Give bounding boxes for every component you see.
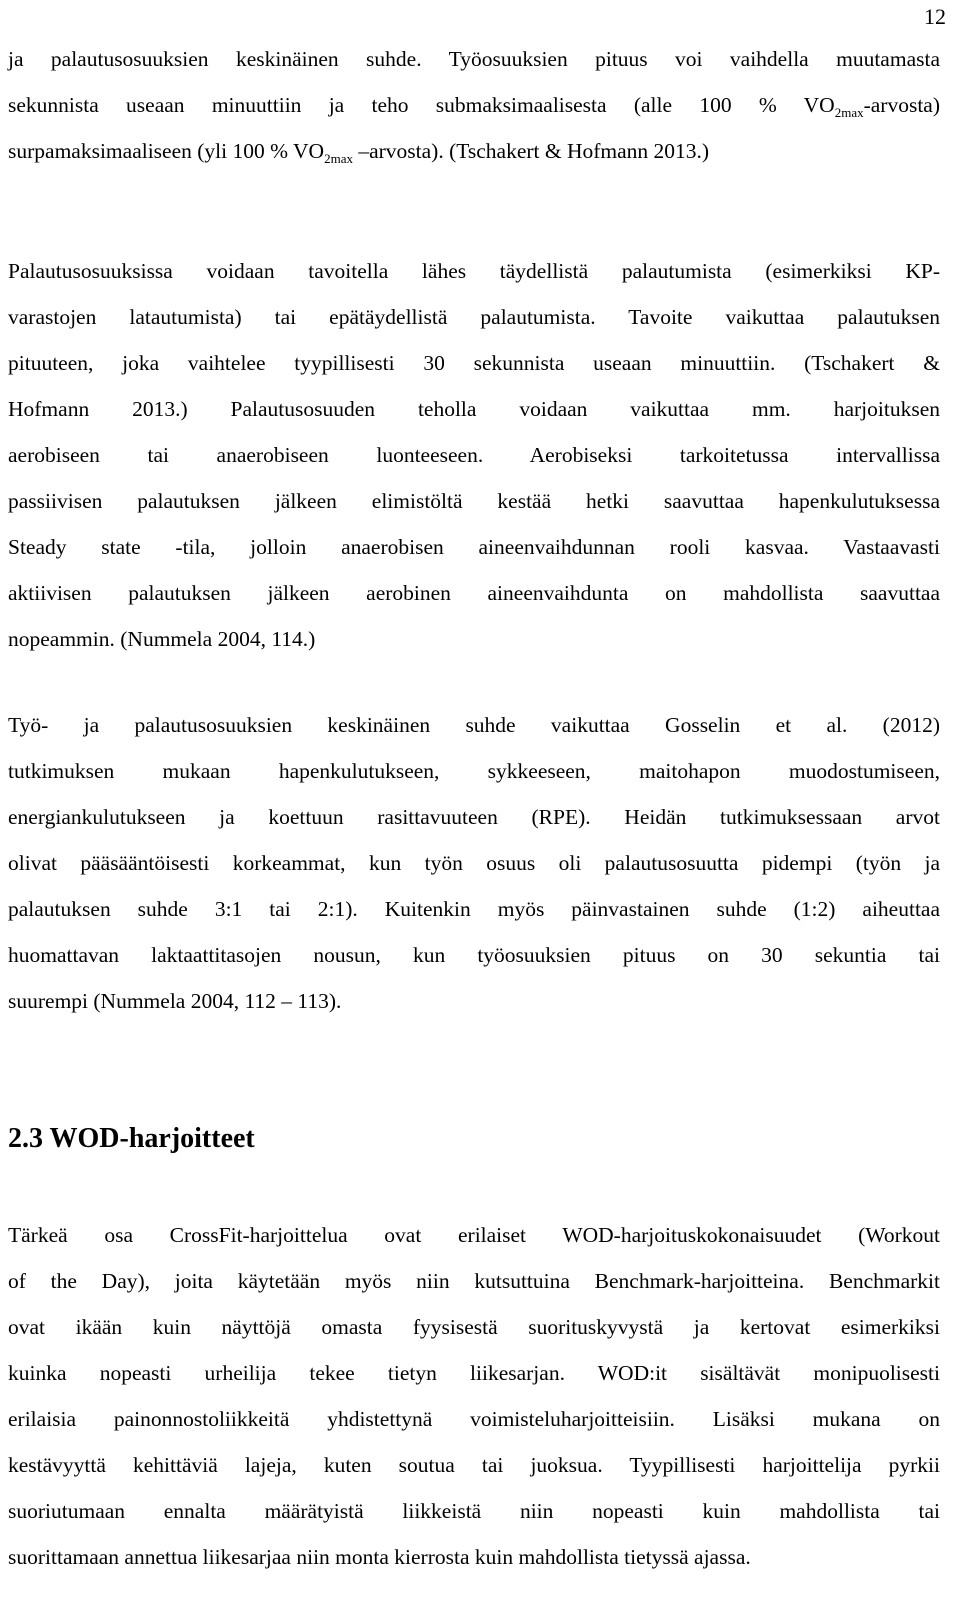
- text-line: Hofmann 2013.) Palautusosuuden teholla voidaan vaikuttaa mm. harjoituksen: [8, 397, 940, 421]
- text-line: suorittamaan annettua liikesarjaa niin monta kierrosta kuin mahdollista tietyssä ajassa.: [8, 1545, 751, 1569]
- text-line: aktiivisen palautuksen jälkeen aerobinen aineenvaihdunta on mahdollista saavuttaa: [8, 581, 940, 605]
- text-line: suurempi (Nummela 2004, 112 – 113).: [8, 989, 342, 1013]
- section-heading: 2.3 WOD-harjoitteet: [8, 1123, 255, 1154]
- text-line: of the Day), joita käytetään myös niin kutsuttuina Benchmark-harjoitteina. Benchmarkit: [8, 1269, 940, 1293]
- page-number: 12: [924, 4, 946, 29]
- text-line: Steady state -tila, jolloin anaerobisen aineenvaihdunnan rooli kasvaa. Vastaavasti: [8, 535, 940, 559]
- text-line: sekunnista useaan minuuttiin ja teho submaksimaalisesta (alle 100 % $VO_{2max}-arvosta$): [8, 93, 940, 120]
- text-line: kestävyyttä kehittäviä lajeja, kuten soutua tai juoksua. Tyypillisesti harjoittelija pyrkii: [8, 1453, 940, 1477]
- text-line: olivat pääsääntöisesti korkeammat, kun työn osuus oli palautusosuutta pidempi (työn ja: [8, 851, 940, 875]
- text-line: suoriutumaan ennalta määrätyistä liikkeistä niin nopeasti kuin mahdollista tai: [8, 1499, 940, 1523]
- text-line: kuinka nopeasti urheilija tekee tietyn liikesarjan. WOD:it sisältävät monipuolisesti: [8, 1361, 940, 1385]
- subscript-2max: 2max: [834, 105, 864, 120]
- text-line: pituuteen, joka vaihtelee tyypillisesti 30 sekunnista useaan minuuttiin. (Tschakert &: [8, 351, 940, 375]
- text-line: Tärkeä osa CrossFit-harjoittelua ovat erilaiset WOD-harjoituskokonaisuudet (Workout: [8, 1223, 940, 1247]
- text-line: energiankulutukseen ja koettuun rasittavuuteen (RPE). Heidän tutkimuksessaan arvot: [8, 805, 940, 829]
- text-line: ja palautusosuuksien keskinäinen suhde. Työosuuksien pituus voi vaihdella muutamasta: [8, 47, 940, 71]
- text-line: ovat ikään kuin näyttöjä omasta fyysisestä suorituskyvystä ja kertovat esimerkiksi: [8, 1315, 940, 1339]
- text-line: varastojen latautumista) tai epätäydellistä palautumista. Tavoite vaikuttaa palautuksen: [8, 305, 940, 329]
- text-line: nopeammin. (Nummela 2004, 114.): [8, 627, 316, 651]
- text-line: erilaisia painonnostoliikkeitä yhdistettynä voimisteluharjoitteisiin. Lisäksi mukana on: [8, 1407, 940, 1431]
- subscript-2max: 2max: [324, 151, 353, 166]
- paragraph-recovery: [8, 248, 940, 662]
- text-line: aerobiseen tai anaerobiseen luonteeseen. Aerobiseksi tarkoitetussa intervallissa: [8, 443, 940, 467]
- text-line: surpamaksimaaliseen (yli 100 % $VO_{2max}$ –arvosta). (Tschakert & Hofmann 2013.): [8, 139, 710, 166]
- text-line: tutkimuksen mukaan hapenkulutukseen, sykkeeseen, maitohapon muodostumiseen,: [8, 759, 940, 783]
- text-line: huomattavan laktaattitasojen nousun, kun työosuuksien pituus on 30 sekuntia tai: [8, 943, 940, 967]
- text-line: Palautusosuuksissa voidaan tavoitella lähes täydellistä palautumista (esimerkiksi KP-: [8, 259, 940, 283]
- text-line: passiivisen palautuksen jälkeen elimistöltä kestää hetki saavuttaa hapenkulutuksessa: [8, 489, 940, 513]
- text-line: palautuksen suhde 3:1 tai 2:1). Kuitenkin myös päinvastainen suhde (1:2) aiheuttaa: [8, 897, 940, 921]
- text-line: Työ- ja palautusosuuksien keskinäinen suhde vaikuttaa Gosselin et al. (2012): [8, 713, 940, 737]
- paragraph-work-rest-ratio: [8, 702, 940, 1024]
- paragraph-wod: [8, 1212, 940, 1580]
- paragraph-intervals: [8, 36, 940, 174]
